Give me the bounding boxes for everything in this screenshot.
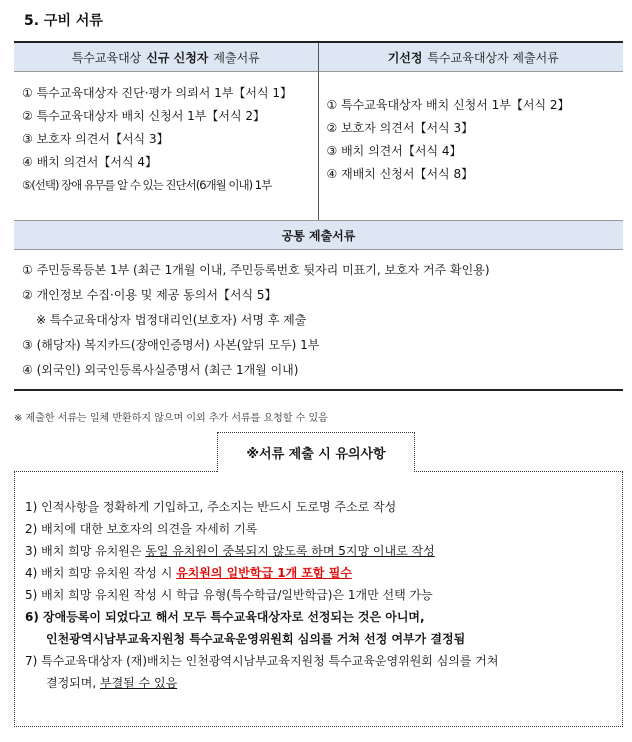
caution-item-text: 결정되며, bbox=[46, 676, 100, 690]
new-applicant-header bbox=[14, 43, 319, 72]
list-item: ① 특수교육대상자 배치 신청서 1부【서식 2】 bbox=[326, 98, 570, 112]
list-item: ② 보호자 의견서【서식 3】 bbox=[326, 121, 474, 135]
list-item: ② 개인정보 수집·이용 및 제공 동의서【서식 5】 bbox=[22, 288, 277, 302]
table-body-row bbox=[14, 72, 623, 220]
new-applicant-list bbox=[14, 72, 319, 220]
caution-item-continuation: 인천광역시남부교육지원청 특수교육운영위원회 심의를 거쳐 선정 여부가 결정됨 bbox=[46, 632, 466, 646]
list-item: ① 주민등록등본 1부 (최근 1개월 이내, 주민등록번호 뒷자리 미표기, 보호자 거주 확인용) bbox=[22, 263, 490, 277]
caution-item: 1) 인적사항을 정확하게 기입하고, 주소지는 반드시 도로명 주소로 작성 bbox=[25, 500, 397, 514]
caution-item-continuation bbox=[25, 672, 612, 694]
list-item: ⑤(선택) 장애 유무를 알 수 있는 진단서(6개월 이내) 1부 bbox=[22, 178, 272, 192]
table-header-row bbox=[14, 43, 623, 72]
common-documents-list bbox=[14, 250, 623, 389]
common-documents-header: 공통 제출서류 bbox=[14, 220, 623, 250]
required-documents-table bbox=[14, 41, 623, 391]
caution-item bbox=[25, 562, 612, 584]
new-applicant-header-suffix: 제출서류 bbox=[213, 50, 260, 65]
caution-item-highlight: 유치원의 일반학급 1개 포함 필수 bbox=[176, 566, 352, 580]
caution-item bbox=[25, 540, 612, 562]
list-item: ④ 배치 의견서【서식 4】 bbox=[22, 155, 157, 169]
list-item: ④ 재배치 신청서【서식 8】 bbox=[326, 167, 474, 181]
list-item: ③ 배치 의견서【서식 4】 bbox=[326, 144, 462, 158]
caution-item-text: 4) 배치 희망 유치원 작성 시 bbox=[25, 566, 177, 580]
caution-item: 2) 배치에 대한 보호자의 의견을 자세히 기록 bbox=[25, 522, 258, 536]
list-item: ② 특수교육대상자 배치 신청서 1부【서식 2】 bbox=[22, 109, 265, 123]
list-item: ④ (외국인) 외국인등록사실증명서 (최근 1개월 이내) bbox=[22, 363, 299, 377]
return-policy-note: ※ 제출한 서류는 일체 반환하지 않으며 이외 추가 서류를 요청할 수 있음 bbox=[14, 413, 328, 424]
existing-applicant-header-suffix: 특수교육대상자 제출서류 bbox=[427, 50, 559, 65]
existing-applicant-list bbox=[319, 72, 624, 220]
list-item: ③ (해당자) 복지카드(장애인증명서) 사본(앞뒤 모두) 1부 bbox=[22, 338, 320, 352]
caution-title: ※서류 제출 시 유의사항 bbox=[217, 432, 415, 472]
new-applicant-header-prefix: 특수교육대상 bbox=[71, 50, 142, 65]
caution-item: 5) 배치 희망 유치원 작성 시 학급 유형(특수학급/일반학급)은 1개만 선택 가능 bbox=[25, 588, 433, 602]
caution-item-text: 3) 배치 희망 유치원은 bbox=[25, 544, 146, 558]
caution-item-underlined: 동일 유치원이 중복되지 않도록 하며 5지망 이내로 작성 bbox=[145, 544, 435, 558]
caution-box bbox=[14, 471, 623, 727]
caution-item: 6) 장애등록이 되었다고 해서 모두 특수교육대상자로 선정되는 것은 아니며, bbox=[25, 610, 425, 624]
section-title: 5. 구비 서류 bbox=[24, 13, 103, 29]
list-note: ※ 특수교육대상자 법정대리인(보호자) 서명 후 제출 bbox=[36, 313, 307, 327]
caution-item-underlined: 부결될 수 있음 bbox=[100, 676, 178, 690]
list-item: ③ 보호자 의견서【서식 3】 bbox=[22, 132, 169, 146]
existing-applicant-header bbox=[319, 43, 624, 72]
new-applicant-header-bold: 신규 신청자 bbox=[146, 50, 209, 65]
list-item: ① 특수교육대상자 진단·평가 의뢰서 1부【서식 1】 bbox=[22, 86, 292, 100]
caution-item: 7) 특수교육대상자 (재)배치는 인천광역시남부교육지원청 특수교육운영위원회 심의를 거쳐 bbox=[25, 654, 499, 668]
existing-applicant-header-bold: 기선정 bbox=[387, 50, 423, 65]
